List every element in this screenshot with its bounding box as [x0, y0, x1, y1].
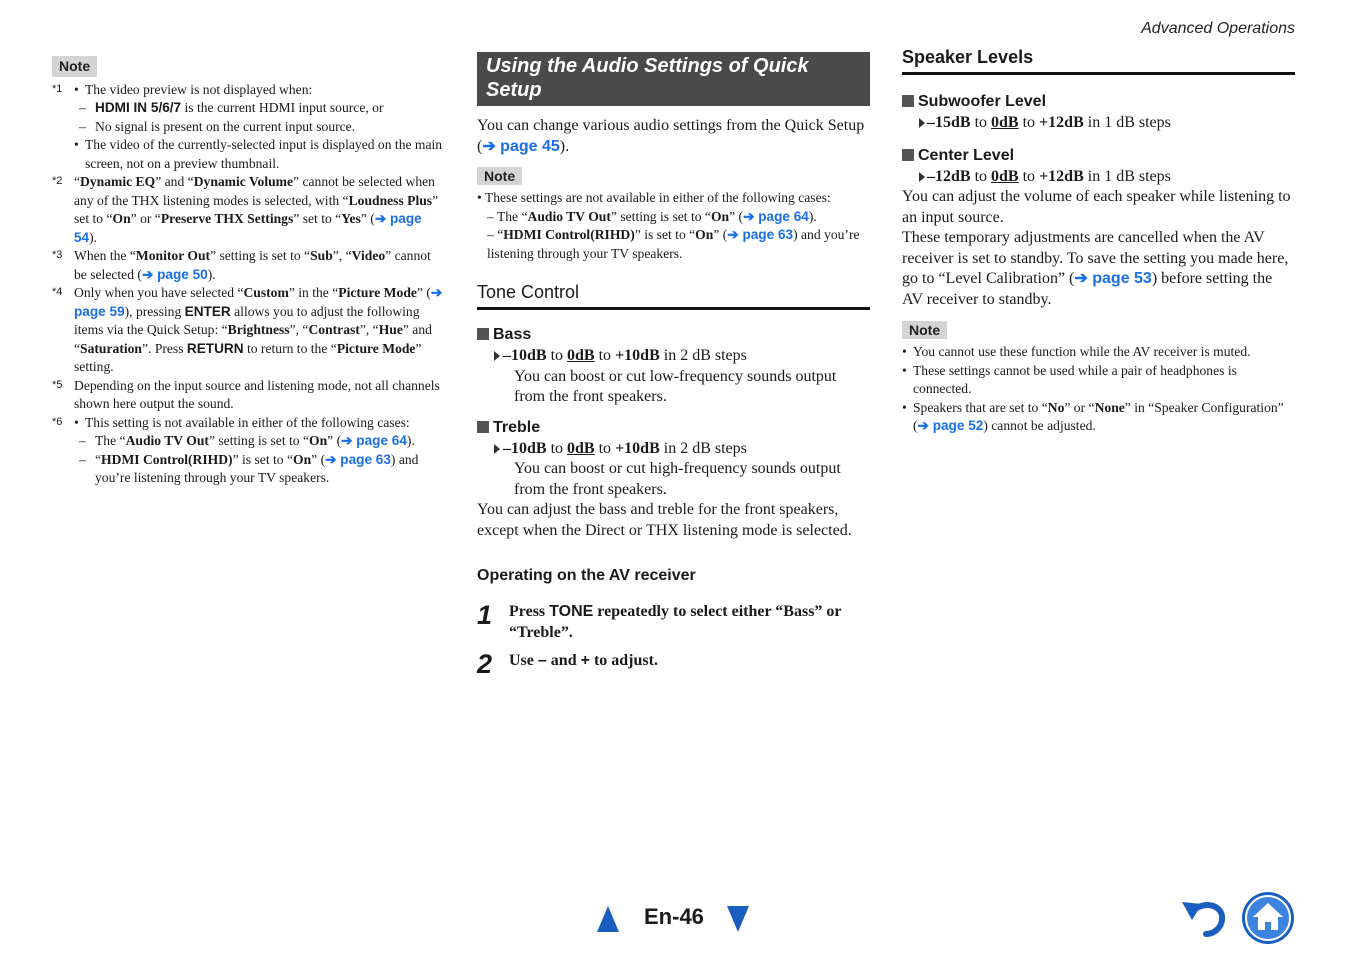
- note-text: – “HDMI Control(RIHD)” is set to “On” (➔ page 63) and you’re listening through your TV speakers.: [487, 227, 860, 261]
- triangle-bullet-icon: [919, 172, 925, 182]
- speaker-levels-heading: Speaker Levels: [902, 46, 1295, 75]
- footnote-text: is the current HDMI input source, or: [181, 100, 384, 115]
- page-link[interactable]: ➔ page 53: [1074, 270, 1152, 287]
- subwoofer-heading: Subwoofer Level: [902, 92, 1295, 112]
- footnote-text: “HDMI Control(RIHD)” is set to “On” (➔ page 63) and you’re listening through your TV speakers.: [95, 451, 419, 485]
- square-bullet-icon: [902, 95, 914, 107]
- note-badge: Note: [52, 56, 97, 77]
- speaker-paragraph-1: You can adjust the volume of each speaker while listening to an input source.: [902, 188, 1291, 226]
- page-link[interactable]: ➔ page 50: [141, 266, 208, 282]
- footnote-3: [52, 247, 447, 284]
- section-title: Using the Audio Settings of Quick Setup: [477, 52, 870, 106]
- operating-heading: Operating on the AV receiver: [477, 567, 696, 584]
- note-list: • These settings are not available in either of the following cases: – The “Audio TV Out” setting is set to “On” (➔ page 64). – “HDMI Control(RIHD)” is set to “On” (➔ page 63) and you’re listening through your TV speakers.: [477, 189, 870, 263]
- page-link[interactable]: ➔ page 64: [341, 433, 407, 448]
- bass-range: –10dB to 0dB to +10dB in 2 dB steps: [477, 346, 870, 367]
- note-badge: Note: [477, 167, 522, 185]
- page-link[interactable]: ➔ page 45: [482, 137, 560, 155]
- footnote-mark: *1: [52, 82, 63, 95]
- tone-control-heading: Tone Control: [477, 281, 870, 310]
- footnote-text: The video of the currently-selected input is displayed on the main screen, not on a preview thumbnail.: [85, 137, 443, 171]
- center-range: –12dB to 0dB to +12dB in 1 dB steps: [902, 167, 1295, 188]
- note-text: These settings cannot be used while a pair of headphones is connected.: [913, 362, 1237, 396]
- step-2: [477, 651, 870, 677]
- treble-heading: Treble: [477, 418, 870, 438]
- treble-range: –10dB to 0dB to +10dB in 2 dB steps: [477, 439, 870, 460]
- page-link[interactable]: ➔ page 63: [325, 451, 391, 467]
- page-link[interactable]: ➔ page 54: [74, 211, 422, 245]
- note-text: You cannot use these function while the AV receiver is muted.: [913, 344, 1251, 359]
- tone-note: You can adjust the bass and treble for the front speakers, except when the Direct or THX listening mode is selected.: [477, 501, 852, 539]
- note-text: Speakers that are set to “No” or “None” in “Speaker Configuration” (➔ page 52) cannot be adjusted.: [913, 399, 1284, 433]
- triangle-bullet-icon: [494, 351, 500, 361]
- step-1: [477, 602, 870, 643]
- footnote-mark: *3: [52, 249, 63, 261]
- footnote-text: When the “Monitor Out” setting is set to “Sub”, “Video” cannot be selected (➔ page 50).: [74, 248, 431, 282]
- speaker-paragraph-2: These temporary adjustments are cancelled when the AV receiver is set to standby. To save the setting you made here, go to “Level Calibration” (➔ page 53) before setting the AV receiver to standby.: [902, 229, 1289, 308]
- square-bullet-icon: [477, 421, 489, 433]
- page-link[interactable]: ➔ page 64: [743, 208, 809, 224]
- next-page-button[interactable]: [727, 906, 749, 932]
- note-list: • You cannot use these function while the AV receiver is muted. • These settings cannot be used while a pair of headphones is connected. • Speakers that are set to “No” or “None” in “Speaker Configuration” (➔ page 52) cannot be adjusted.: [902, 343, 1295, 436]
- square-bullet-icon: [902, 149, 914, 161]
- subwoofer-range: –15dB to 0dB to +12dB in 1 dB steps: [902, 113, 1295, 134]
- section-header: Advanced Operations: [1141, 20, 1295, 37]
- square-bullet-icon: [477, 328, 489, 340]
- footnote-text: Depending on the input source and listening mode, not all channels shown here output the sound.: [74, 377, 440, 411]
- footnote-1: *1 • The video preview is not displayed when: – HDMI IN 5/6/7 is the current HDMI input source, or – No signal is present on the current input source. • The video of the currently-selected input is displayed on the main screen, not on a preview thumbnail.: [52, 81, 447, 174]
- note-text: – The “Audio TV Out” setting is set to “On” (➔ page 64).: [487, 208, 817, 224]
- bass-heading: Bass: [477, 325, 870, 345]
- step-number: 1: [477, 600, 493, 630]
- home-icon: [1241, 891, 1295, 945]
- speaker-levels-column: [902, 46, 1295, 436]
- footnote-text: Only when you have selected “Custom” in the “Picture Mode” (➔ page 59), pressing ENTER allows you to adjust the following items via the Quick Setup: “Brightness”, “Contrast”, “Hue” and “Saturation”. Press RETURN to return to the “Picture Mode” setting.: [74, 285, 443, 374]
- input-name: HDMI IN 5/6/7: [95, 100, 182, 115]
- bass-description: You can boost or cut low-frequency sounds output from the front speakers.: [514, 367, 837, 405]
- step-text: Press TONE repeatedly to select either “Bass” or “Treble”.: [509, 603, 842, 641]
- home-button[interactable]: [1241, 891, 1295, 945]
- page-link[interactable]: ➔ page 59: [74, 285, 443, 319]
- back-button[interactable]: [1180, 896, 1230, 938]
- footnote-2: [52, 173, 447, 247]
- note-text: These settings are not available in either of the following cases:: [484, 190, 831, 205]
- audio-settings-column: [477, 52, 870, 677]
- triangle-bullet-icon: [494, 444, 500, 454]
- footnote-mark: *4: [52, 286, 63, 298]
- footnote-mark: *5: [52, 378, 63, 391]
- footnote-mark: *2: [52, 175, 63, 187]
- triangle-bullet-icon: [919, 118, 925, 128]
- footnote-text: “Dynamic EQ” and “Dynamic Volume” cannot be selected when any of the THX listening modes is selected, with “Loudness Plus” set to “On” or “Preserve THX Settings” set to “Yes” (➔ page 54).: [74, 174, 439, 245]
- footnote-mark: *6: [52, 415, 63, 428]
- note-badge: Note: [902, 321, 947, 339]
- page-link[interactable]: ➔ page 63: [727, 227, 794, 242]
- step-number: 2: [477, 649, 493, 679]
- footnotes-column: [52, 56, 447, 488]
- footnote-text: The video preview is not displayed when:: [85, 81, 313, 97]
- footnote-text: This setting is not available in either of the following cases:: [85, 414, 410, 430]
- footnote-6: *6 • This setting is not available in either of the following cases: – The “Audio TV Out” setting is set to “On” (➔ page 64). – “HDMI Control(RIHD)” is set to “On” (➔ page 63) and you’re listening through your TV speakers.: [52, 414, 447, 488]
- footnote-text: No signal is present on the current input source.: [95, 118, 356, 134]
- treble-description: You can boost or cut high-frequency sounds output from the front speakers.: [514, 460, 841, 498]
- previous-page-button[interactable]: [597, 906, 619, 932]
- step-text: Use – and + to adjust.: [509, 652, 658, 669]
- page-link[interactable]: ➔ page 52: [917, 418, 984, 433]
- footnote-text: The “Audio TV Out” setting is set to “On” (➔ page 64).: [95, 433, 415, 448]
- back-arrow-icon: [1180, 896, 1230, 938]
- footnote-5: [52, 377, 447, 414]
- page-number: En-46: [644, 904, 704, 929]
- intro-paragraph: You can change various audio settings from the Quick Setup (➔ page 45).: [477, 117, 865, 155]
- center-heading: Center Level: [902, 146, 1295, 166]
- footnote-4: [52, 284, 447, 377]
